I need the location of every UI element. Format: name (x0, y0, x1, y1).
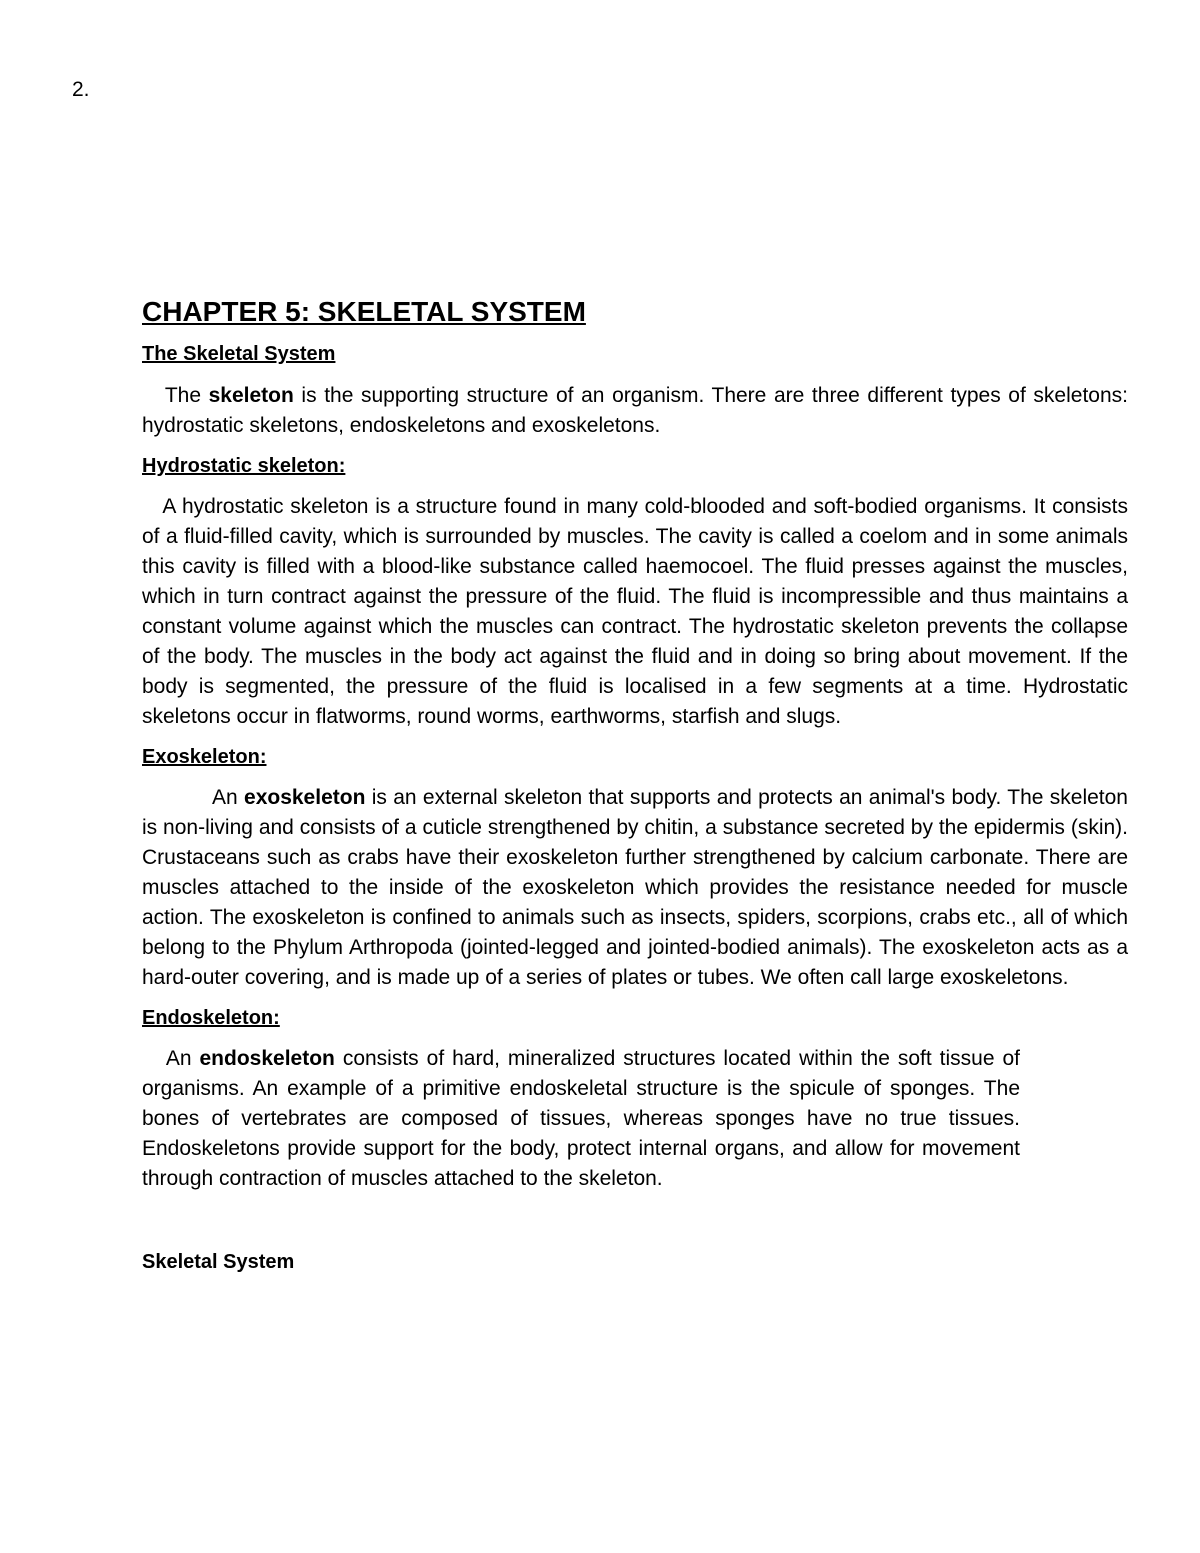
endoskeleton-lead: An (165, 1047, 200, 1070)
hydrostatic-text: A hydrostatic skeleton is a structure found in many cold-blooded and soft-bodied organisms. It consists of a fluid-filled cavity, which is surrounded by muscles. The cavity is called a coelom and in some animals this cavity is filled with a blood-like substance called haemocoel. The fluid presses against the muscles, which in turn contract against the pressure of the fluid. The fluid is incompressible and thus maintains a constant volume against which the muscles can contract. The hydrostatic skeleton prevents the collapse of the body. The muscles in the body act against the fluid and in doing so bring about movement. If the body is segmented, the pressure of the fluid is localised in a few segments at a time. Hydrostatic skeletons occur in flatworms, round worms, earthworms, starfish and slugs. (142, 495, 1128, 728)
intro-text: is the supporting structure of an organism. There are three different types of skeletons: hydrostatic skeletons, endoskeletons and exoskeletons. (142, 384, 1128, 437)
section-title-endoskeleton: Endoskeleton: (142, 1007, 280, 1029)
chapter-title: CHAPTER 5: SKELETAL SYSTEM (142, 296, 586, 327)
exoskeleton-text: is an external skeleton that supports and protects an animal's body. The skeleton is non-living and consists of a cuticle strengthened by chitin, a substance secreted by the epidermis (skin). Crustaceans such as crabs have their exoskeleton further strengthened by calcium carbonate. There are muscles attached to the inside of the exoskeleton which provides the resistance needed for muscle action. The exoskeleton is confined to animals such as insects, spiders, scorpions, crabs etc., all of which belong to the Phylum Arthropoda (jointed-legged and jointed-bodied animals). The exoskeleton acts as a hard-outer covering, and is made up of a series of plates or tubes. We often call large exoskeletons. (142, 786, 1128, 989)
exoskeleton-lead: An (212, 786, 245, 809)
exoskeleton-paragraph (142, 783, 1128, 993)
page-number: 2. (72, 78, 90, 101)
endoskeleton-text: consists of hard, mineralized structures located within the soft tissue of organisms. An example of a primitive endoskeletal structure is the spicule of sponges. The bones of vertebrates are composed of tissues, whereas sponges have no true tissues. Endoskeletons provide support for the body, protect internal organs, and allow for movement through contraction of muscles attached to the skeleton. (142, 1047, 1020, 1190)
hydrostatic-paragraph (142, 492, 1128, 732)
intro-term: skeleton (208, 384, 294, 407)
section-title-skeletal-system: The Skeletal System (142, 343, 336, 365)
intro-lead: The (164, 384, 209, 407)
intro-paragraph (142, 381, 1128, 441)
section-title-exoskeleton: Exoskeleton: (142, 746, 267, 768)
endoskeleton-term: endoskeleton (199, 1047, 335, 1070)
document-body (142, 296, 1128, 1274)
section-title-hydrostatic: Hydrostatic skeleton: (142, 455, 346, 477)
exoskeleton-term: exoskeleton (244, 786, 366, 809)
endoskeleton-paragraph (142, 1044, 1020, 1194)
section-title-skeletal-system-2: Skeletal System (142, 1251, 295, 1273)
